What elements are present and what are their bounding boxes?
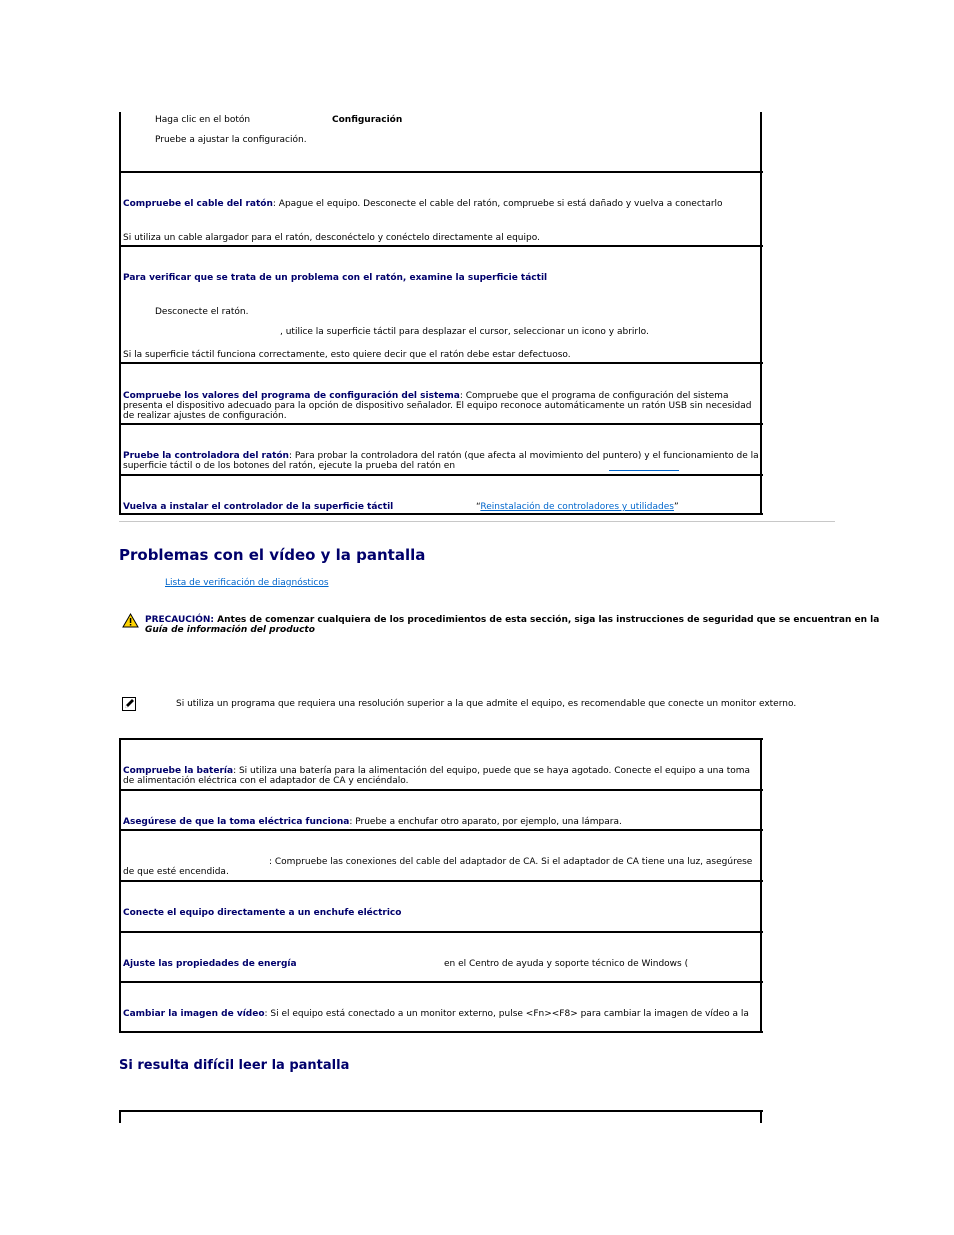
battery-check-title: Compruebe la batería xyxy=(123,766,234,776)
controller-check-text: : Para probar la controladora del ratón (que afecta al movimiento del puntero) y el funcionamiento de la superficie táctil o de los botones del ratón, ejecute la prueba del ratón en xyxy=(123,451,759,471)
step-adjust-text: Pruebe a ajustar la configuración. xyxy=(155,135,307,145)
readability-table xyxy=(119,1111,762,1123)
readability-heading: Si resulta difícil leer la pantalla xyxy=(119,1058,350,1073)
row-divider xyxy=(119,171,763,173)
note-text: Si utiliza un programa que requiera una resolución superior a la que admite el equipo, es recomendable que conecte un monitor externo. xyxy=(176,699,797,709)
row-divider xyxy=(119,362,763,364)
row-divider xyxy=(119,829,763,831)
setup-check-row xyxy=(123,391,759,421)
configuration-button-label: Configuración xyxy=(332,115,403,125)
ac-adapter-check-text: : Compruebe las conexiones del cable del adaptador de CA. Si el adaptador de CA tiene una luz, asegúrese de que esté encendida. xyxy=(123,857,753,877)
outlet-check-text: : Pruebe a enchufar otro aparato, por ejemplo, una lámpara. xyxy=(349,817,622,827)
row-divider xyxy=(119,789,763,791)
video-image-title: Cambiar la imagen de vídeo xyxy=(123,1009,265,1019)
direct-outlet-title: Conecte el equipo directamente a un enchufe eléctrico xyxy=(123,908,402,918)
disconnect-mouse-text: Desconecte el ratón. xyxy=(155,307,249,317)
setup-check-title: Compruebe los valores del programa de configuración del sistema xyxy=(123,391,460,401)
controller-check-row xyxy=(123,451,759,471)
caution-label: PRECAUCIÓN: xyxy=(145,615,215,625)
note-pencil-icon xyxy=(122,697,136,711)
battery-check-row xyxy=(123,766,759,786)
table-bottom-border xyxy=(119,1031,763,1033)
caution-line xyxy=(145,615,879,625)
reinstall-reference xyxy=(476,502,679,512)
outlet-check-title: Asegúrese de que la toma eléctrica funciona xyxy=(123,817,350,827)
touchpad-ok-text: Si la superficie táctil funciona correctamente, esto quiere decir que el ratón debe estar defectuoso. xyxy=(123,350,571,360)
section-divider xyxy=(119,521,835,522)
touchpad-check-title: Para verificar que se trata de un problema con el ratón, examine la superficie táctil xyxy=(123,273,548,283)
video-section-heading: Problemas con el vídeo y la pantalla xyxy=(119,546,426,564)
cable-check-row xyxy=(123,199,723,209)
row-divider xyxy=(119,245,763,247)
quote-open: “ xyxy=(476,502,481,512)
video-image-row xyxy=(123,1009,749,1019)
row-divider xyxy=(119,423,763,425)
step-click-text: Haga clic en el botón xyxy=(155,115,251,125)
table-bottom-border xyxy=(119,513,763,515)
use-touchpad-text: , utilice la superficie táctil para desplazar el cursor, seleccionar un icono y abrirlo. xyxy=(280,327,649,337)
power-properties-title: Ajuste las propiedades de energía xyxy=(123,959,297,969)
battery-check-text: : Si utiliza una batería para la alimentación del equipo, puede que se haya agotado. Conecte el equipo a una toma de alimentación eléctrica con el adaptador de CA y enciéndalo. xyxy=(123,766,751,786)
controller-check-title: Pruebe la controladora del ratón xyxy=(123,451,289,461)
setup-check-text: : Compruebe que el programa de configuración del sistema presenta el dispositivo adecuado para la opción de dispositivo señalador. El equipo reconoce automáticamente un ratón USB sin necesidad de realizar ajustes de configuración. xyxy=(123,391,752,421)
caution-triangle-icon xyxy=(122,613,139,628)
reinstall-drivers-link[interactable]: Reinstalación de controladores y utilidades xyxy=(480,502,674,512)
extension-cable-text: Si utiliza un cable alargador para el ratón, desconéctelo y conéctelo directamente al equipo. xyxy=(123,233,540,243)
row-divider xyxy=(119,981,763,983)
power-properties-text: en el Centro de ayuda y soporte técnico de Windows ( xyxy=(444,959,689,969)
row-divider xyxy=(119,474,763,476)
cable-check-title: Compruebe el cable del ratón xyxy=(123,199,273,209)
row-divider xyxy=(119,931,763,933)
table-top-border xyxy=(119,738,763,740)
table-top-border xyxy=(119,1110,763,1112)
reinstall-touchpad-title: Vuelva a instalar el controlador de la superficie táctil xyxy=(123,502,394,512)
cable-check-text: : Apague el equipo. Desconecte el cable del ratón, compruebe si está dañado y vuelva a conectarlo xyxy=(272,199,723,209)
diagnostics-link-underline[interactable] xyxy=(609,470,679,471)
video-image-text: : Si el equipo está conectado a un monitor externo, pulse <Fn><F8> para cambiar la imagen de vídeo a la xyxy=(264,1009,749,1019)
product-info-guide: Guía de información del producto xyxy=(145,625,315,635)
diagnostics-checklist-link[interactable]: Lista de verificación de diagnósticos xyxy=(165,578,329,588)
caution-text: Antes de comenzar cualquiera de los procedimientos de esta sección, siga las instrucciones de seguridad que se encuentran en la xyxy=(214,615,880,625)
outlet-check-row xyxy=(123,817,622,827)
row-divider xyxy=(119,880,763,882)
quote-close: ” xyxy=(673,502,679,512)
